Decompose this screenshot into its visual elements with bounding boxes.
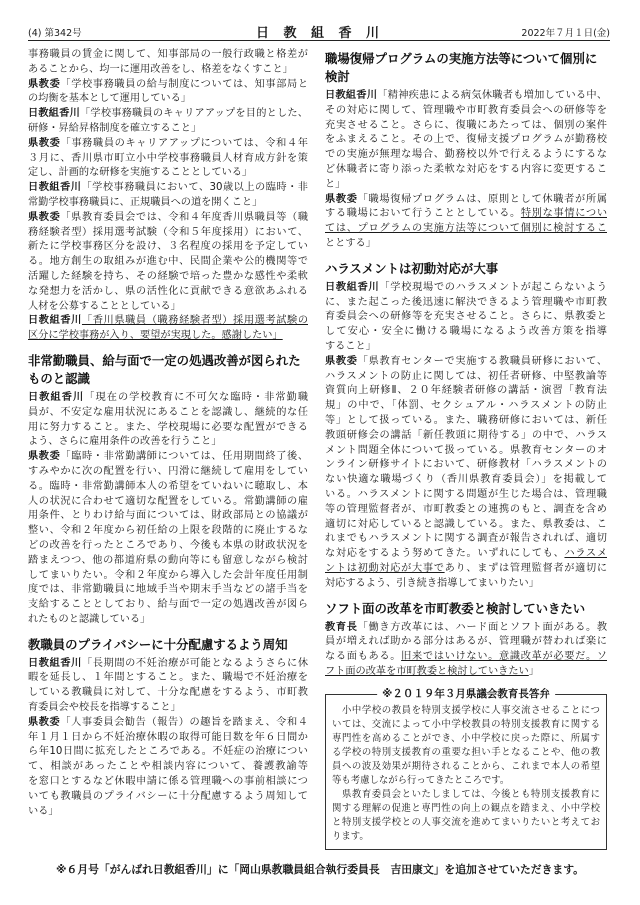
- line-text: 対応するよう、引き続き指導してまいりたい」: [325, 577, 539, 589]
- line-text: いる」: [28, 805, 59, 817]
- text-line: [28, 790, 308, 805]
- quote-line: ります。: [332, 830, 369, 842]
- line-text: している教職員に対して、十分な配慮をするよう、市町教: [28, 687, 308, 699]
- statement-paragraph: [28, 137, 308, 181]
- page-header: [28, 22, 610, 39]
- line-text: 「学校事務職員の給与制度については、知事部局と: [60, 78, 308, 90]
- statement-paragraph: [28, 78, 308, 108]
- text-segment: なる面もある。: [325, 651, 402, 663]
- line-text: 年１月１日から不妊治療休暇の取得可能日数を年６日間か: [28, 731, 308, 743]
- text-segment: 」: [528, 665, 539, 677]
- underlined-text: 「香川県職員（職務経験者型）採用選考試験の: [81, 315, 308, 327]
- text-line: [28, 285, 308, 300]
- text-line: [28, 716, 308, 731]
- line-text: 用条件、とりわけ給与面については、財政部局との協議が: [28, 510, 308, 522]
- text-line: [28, 137, 308, 152]
- statement-paragraph: [325, 355, 607, 592]
- quote-line: 関する理解の促進と専門性の向上の観点を踏まえ、小中学校: [332, 802, 600, 814]
- text-line: [325, 89, 607, 104]
- speaker-label: 県教委: [325, 193, 358, 205]
- quote-box-title: ※２０１９年３月県議会教育長答弁: [377, 687, 555, 701]
- line-text: 「学校事務職員において、30歳以上の臨時・非: [81, 182, 308, 194]
- text-line: [28, 569, 308, 584]
- text-line: [28, 745, 308, 760]
- line-text: れまでもハラスメントに関する調査が報告されれば、適切: [325, 533, 607, 545]
- line-text: 等の管理監督者が、市町教委との連携のもと、調査を含め: [325, 503, 607, 515]
- speaker-label: 県教委: [28, 137, 61, 149]
- text-line: [28, 48, 308, 63]
- line-text: に、また起こった後迅速に解決できるよう管理職や市町教: [325, 296, 607, 308]
- text-line: [28, 63, 308, 78]
- line-text: 定し、計画的な研修を実施することとしている」: [28, 167, 253, 179]
- line-text: 「働き方改革には、ハード面とソフト面がある。教: [357, 621, 607, 633]
- line-text: いても教職員のプライバシーに十分配慮するよう周知して: [28, 790, 308, 802]
- text-line: [28, 686, 308, 701]
- text-line: [28, 107, 308, 122]
- line-text: 「学校事務職員のキャリアアップを目的とした、: [80, 108, 308, 120]
- text-line: [325, 148, 607, 163]
- line-text: 員が増えれば助かる部分はあるが、管理職が替われば楽に: [325, 636, 607, 648]
- left-column: [28, 48, 308, 819]
- issue-number: (4) 第342号: [28, 28, 82, 39]
- text-line: [28, 613, 308, 628]
- speaker-label: 日教組香川: [28, 182, 82, 194]
- line-text: してまいりたい。令和２年度から導入した会計年度任用制: [28, 569, 308, 581]
- speaker-label: 県教委: [28, 451, 61, 463]
- text-line: [325, 133, 607, 148]
- text-line: [325, 547, 607, 562]
- line-text: 「事務職員のキャリアアップについては、令和４年: [60, 137, 308, 149]
- statement-paragraph: [325, 89, 607, 193]
- newsletter-title: 日 教 組 香 川: [255, 26, 383, 41]
- text-line: [325, 207, 607, 222]
- text-line: [325, 193, 607, 208]
- line-text: ととする」: [325, 237, 376, 249]
- quote-line: いては、交流によって小中学校教員の特別支援教育に関する: [332, 718, 600, 730]
- statement-paragraph: [28, 181, 308, 211]
- statement-paragraph: [28, 391, 308, 450]
- line-text: その対応に関して、管理職や市町教育委員会への研修等を: [325, 104, 607, 116]
- underlined-text: 区分に学校事務が入り、要望が実現した。感謝したい」: [28, 330, 283, 342]
- text-line: [325, 414, 607, 429]
- text-line: [325, 621, 607, 636]
- speaker-label: 県教委: [28, 716, 61, 728]
- heading-line: ものと認識: [28, 370, 90, 386]
- line-text: を窓口とするなど休暇申請に係る管理職への事前相談につ: [28, 776, 308, 788]
- right-column-content: [325, 50, 607, 680]
- line-text: 「県教育センターで実施する教職員研修において、: [357, 355, 607, 367]
- text-segment: あり、まずは管理監督者が適切に: [444, 562, 607, 574]
- line-text: の均衡を基本として運用している」: [28, 93, 191, 105]
- text-line: [325, 444, 607, 459]
- left-column-content: [28, 48, 308, 819]
- text-line: [28, 92, 308, 107]
- text-line: [28, 524, 308, 539]
- statement-paragraph: [28, 657, 308, 716]
- text-line: [28, 657, 308, 672]
- text-line: [325, 635, 607, 650]
- line-text: 「長期間の不妊治療が可能となるようさらに休: [81, 657, 308, 669]
- text-line: [28, 450, 308, 465]
- line-text: 「県教育委員会では、令和４年度香川県職員等（職: [60, 211, 308, 223]
- speaker-label: 日教組香川: [325, 90, 378, 101]
- text-line: [28, 480, 308, 495]
- text-line: [28, 270, 308, 285]
- text-line: [28, 78, 308, 93]
- footer-note: ※６月号「がんばれ日教組香川」に「岡山県教職員組合執行委員長 吉田康文」を追加させていただきます。: [56, 863, 584, 876]
- quote-line: 県教育委員会といたしましては、今後とも特別支援教育に: [332, 788, 600, 800]
- text-segment: する職場において行うこととしている。: [325, 208, 521, 220]
- text-line: [28, 671, 308, 686]
- heading-line: ソフト面の改革を市町教委と検討していきたい: [325, 600, 586, 616]
- speaker-label: 日教組香川: [28, 657, 82, 669]
- text-line: [28, 166, 308, 181]
- text-line: [28, 701, 308, 716]
- line-text: 用に努力すること。また、学校現場に必要な配置ができる: [28, 421, 308, 433]
- text-line: [325, 310, 607, 325]
- statement-paragraph: [325, 281, 607, 355]
- issue-date: 2022年７月１日(金): [521, 28, 610, 39]
- heading-line: 検討: [325, 69, 350, 84]
- continued-paragraph: [28, 48, 308, 78]
- speaker-label: 県教委: [325, 355, 358, 367]
- line-text: 務経験者型）採用選考試験（令和５年度採用）において、: [28, 226, 308, 238]
- line-text: すること」: [325, 340, 376, 352]
- line-text: ンライン研修サイトにおいて、研修教材「ハラスメントの: [325, 459, 607, 471]
- text-line: [325, 163, 607, 178]
- line-text: メント問題全体について扱っている。県教育センターのオ: [325, 444, 607, 456]
- text-line: [28, 539, 308, 554]
- speaker-label: 日教組香川: [325, 281, 380, 293]
- line-text: 研修・昇給昇格制度を確立すること」: [28, 122, 202, 134]
- text-line: [325, 370, 607, 385]
- line-text: での実施が無理な場合、勤務校以外で行えるようにするな: [325, 149, 607, 161]
- speaker-label: 日教組香川: [28, 315, 82, 327]
- line-text: る。臨時・非常勤講師本人の希望をていねいに聴取し、本: [28, 480, 308, 492]
- line-text: 資質向上研修Ⅱ、２０年経験者研修の講話・演習「教育法: [325, 385, 607, 397]
- quote-line: 員への波及効果が期待されることから、これまで本人の希望: [332, 760, 600, 772]
- text-line: [325, 562, 607, 577]
- underlined-text: 特別な事情につい: [520, 208, 607, 220]
- statement-paragraph: [28, 716, 308, 820]
- quote-line: 小中学校の教員を特別支援学校に人事交流させることにつ: [332, 704, 600, 716]
- line-text: ない快適な職場づくり（香川県教育委員会）」を掲載して: [325, 474, 607, 486]
- text-line: [325, 384, 607, 399]
- line-text: 暇を延長し、１年間とすること。また、職場で不妊治療を: [28, 672, 308, 684]
- text-line: [325, 577, 607, 592]
- statement-paragraph: [325, 621, 607, 680]
- text-line: [28, 805, 308, 820]
- line-text: すみやかに次の配置を行い、円滑に継続して雇用をしてい: [28, 465, 308, 477]
- heading-line: 教職員のプライバシーに十分配慮するよう周知: [28, 636, 288, 652]
- text-line: [325, 665, 607, 680]
- line-text: して安心・安全に働ける職場になるよう改善方策を指導: [325, 326, 607, 338]
- text-line: [28, 760, 308, 775]
- text-line: [325, 104, 607, 119]
- text-line: [28, 314, 308, 329]
- text-line: [28, 775, 308, 790]
- section-heading: [325, 600, 607, 618]
- text-line: [28, 554, 308, 569]
- text-line: [325, 178, 607, 193]
- text-line: [28, 329, 308, 344]
- line-text: 育委員会や校長を指導すること」: [28, 702, 181, 714]
- line-text: あることから、均一に運用改善をし、格差をなくすこと」: [28, 63, 293, 75]
- speaker-label: 県教委: [28, 211, 61, 223]
- text-line: [325, 518, 607, 533]
- text-line: [325, 119, 607, 134]
- heading-line: ハラスメントは初動対応が大事: [325, 260, 499, 276]
- text-line: [325, 532, 607, 547]
- text-line: [28, 391, 308, 406]
- text-line: [325, 325, 607, 340]
- text-line: [325, 399, 607, 414]
- line-text: 人材を公募することとしている」: [28, 300, 181, 312]
- line-text: 活躍した経験を持ち、その経験で培った豊かな感性や柔軟: [28, 270, 308, 282]
- statement-paragraph: [28, 450, 308, 628]
- line-text: 支給することとしており、給与面で一定の処遇改善が図ら: [28, 599, 308, 611]
- text-line: [28, 406, 308, 421]
- line-text: な発想力を活かし、県の活性化に貢献できる意欲あふれる: [28, 285, 308, 297]
- line-text: る。地方創生の取組みが進む中、民間企業や公的機関等で: [28, 256, 308, 268]
- text-line: [28, 509, 308, 524]
- text-line: [28, 196, 308, 211]
- line-text: ３月に、香川県市町立小中学校事務職員人材育成方針を策: [28, 152, 308, 164]
- line-text: 員が、不安定な雇用状況にあることを認識し、継続的な任: [28, 406, 308, 418]
- text-line: [325, 650, 607, 665]
- quote-line: 等も考慮しながら行ってきたところです。: [332, 774, 510, 786]
- section-heading: [325, 50, 607, 86]
- text-segment: な対応をするよう努めてきた。いずれにしても、: [325, 548, 565, 560]
- text-line: [28, 598, 308, 613]
- line-text: 人の状況に合わせて適切な配置をしている。常勤講師の雇: [28, 495, 308, 507]
- line-text: 事務職員の賃金に関して、知事部局の一般行政職と格差が: [28, 49, 308, 60]
- text-line: [28, 226, 308, 241]
- quote-line: 専門性を高めることができ、小中学校に戻った際に、所属す: [332, 732, 600, 744]
- line-text: 「現在の学校教育に不可欠な臨時・非常勤職: [84, 391, 308, 403]
- text-line: [325, 503, 607, 518]
- section-heading: [28, 636, 308, 654]
- speaker-label: 教育長: [325, 621, 358, 633]
- line-text: どの改善を行ったところであり、今後も本県の財政状況を: [28, 539, 308, 551]
- underlined-text: フト面の改革を市町教委と検討していきたい: [325, 665, 529, 677]
- statement-paragraph: [28, 211, 308, 315]
- line-text: 踏まえつつ、他の都道府県の動向等にも留意しながら検討: [28, 554, 308, 566]
- line-text: 教頭研修会の講話「新任教頭に期待する」の中で、ハラス: [325, 429, 607, 441]
- line-text: 等」として扱っている。また、職務研修においては、新任: [325, 414, 607, 426]
- heading-line: 非常勤職員、給与面で一定の処遇改善が図られた: [28, 352, 301, 368]
- line-text: 「人事委員会勧告（報告）の趣旨を踏まえ、令和４: [60, 716, 308, 728]
- line-text: 新たに学校事務区分を設け、３名程度の採用を予定してい: [28, 241, 308, 253]
- line-text: 充実させること。さらに、復職にあたっては、個別の案件: [325, 119, 607, 131]
- text-line: [325, 296, 607, 311]
- line-text: いる。ハラスメントに関する問題が生じた場合は、管理職: [325, 488, 607, 500]
- header-rule: [28, 40, 610, 41]
- quote-line: と特別支援学校との人事交流を進めてまいりたいと考えてお: [332, 816, 600, 828]
- text-line: [28, 255, 308, 270]
- text-line: [28, 495, 308, 510]
- quote-box-body: [332, 704, 600, 844]
- line-text: ど休職者に寄り添った柔軟な対応をする内容に変更するこ: [325, 163, 607, 175]
- text-line: [28, 731, 308, 746]
- line-text: 「精神疾患による病気休職者も増加している中、: [377, 90, 607, 101]
- line-text: 「臨時・非常勤講師については、任用期間終了後、: [60, 451, 308, 463]
- line-text: 規」の中で、「体罰、セクシュアル・ハラスメントの防止: [325, 400, 607, 412]
- line-text: ら年10日間に拡充したところである。不妊症の治療につい: [28, 746, 308, 758]
- quote-box: [325, 687, 607, 850]
- line-text: れたものと認識している」: [28, 613, 151, 625]
- text-line: [28, 240, 308, 255]
- heading-line: 職場復帰プログラムの実施方法等について個別に: [325, 51, 598, 66]
- section-heading: [28, 352, 308, 388]
- text-line: [28, 465, 308, 480]
- statement-paragraph: [28, 107, 308, 137]
- text-line: [28, 152, 308, 167]
- text-line: [325, 473, 607, 488]
- text-line: [325, 237, 607, 252]
- underlined-text: ントは初動対応が大事で: [325, 562, 445, 574]
- text-line: [325, 340, 607, 355]
- line-text: 常勤学校事務職員に、正規職員への道を開くこと」: [28, 196, 263, 208]
- text-line: [28, 435, 308, 450]
- line-text: て、相談があったことや相談内容について、養護教諭等: [28, 761, 308, 773]
- line-text: 度では、非常勤職員に地域手当や期末手当などの諸手当を: [28, 584, 308, 596]
- line-text: 適切に対応していると認識している。また、県教委は、こ: [325, 518, 607, 530]
- underlined-text: ては、プログラムの実施方法等について個別に検討するこ: [325, 223, 607, 235]
- text-line: [325, 458, 607, 473]
- line-text: 「学校現場でのハラスメントが起こらないよう: [379, 281, 607, 293]
- text-line: [28, 583, 308, 598]
- text-line: [325, 355, 607, 370]
- quote-line: る学校の特別支援教育の重要な担い手となることや、他の教: [332, 746, 600, 758]
- speaker-label: 日教組香川: [28, 108, 81, 120]
- line-text: 「職場復帰プログラムは、原則として休職者が所属: [357, 193, 607, 205]
- line-text: 育委員会への研修等を充実させること。さらに、県教委と: [325, 311, 607, 323]
- right-column: [325, 48, 607, 850]
- line-text: よう、さらに雇用条件の改善を行うこと」: [28, 436, 222, 448]
- line-text: 整い、令和２年度から初任給の上限を段階的に廃止するな: [28, 525, 308, 537]
- text-line: [325, 222, 607, 237]
- section-heading: [325, 260, 607, 278]
- text-line: [28, 421, 308, 436]
- text-line: [28, 300, 308, 315]
- statement-paragraph: [325, 193, 607, 252]
- line-text: と」: [325, 178, 346, 190]
- text-line: [325, 281, 607, 296]
- text-line: [325, 488, 607, 503]
- text-line: [28, 122, 308, 137]
- text-line: [28, 181, 308, 196]
- text-line: [325, 429, 607, 444]
- speaker-label: 県教委: [28, 78, 61, 90]
- line-text: をふまえること。その上で、復帰支援プログラムが勤務校: [325, 134, 607, 146]
- underlined-text: ハラスメ: [564, 548, 607, 560]
- statement-paragraph: [28, 314, 308, 344]
- underlined-text: 旧来ではいけない。意識改革が必要だ。ソ: [401, 651, 607, 663]
- text-line: [28, 211, 308, 226]
- line-text: ハラスメントの防止に関しては、初任者研修、中堅教論等: [325, 370, 607, 382]
- speaker-label: 日教組香川: [28, 391, 85, 403]
